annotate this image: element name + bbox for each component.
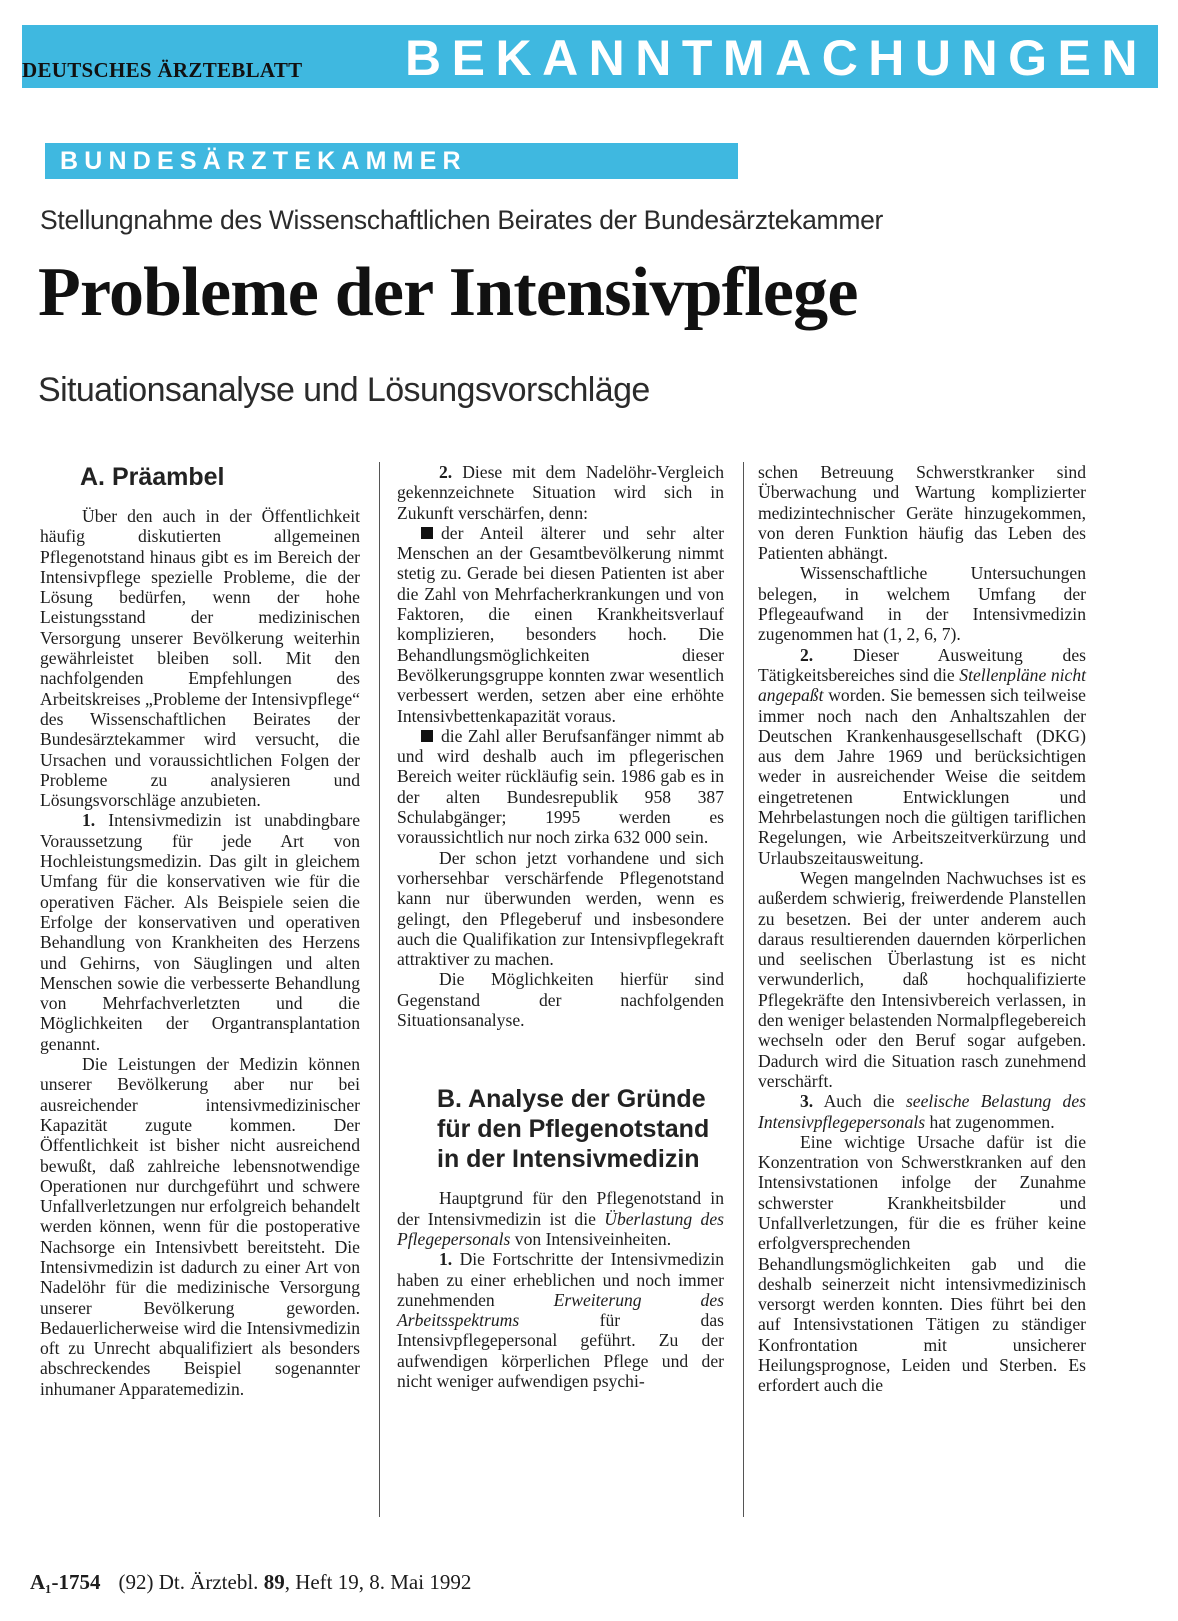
paragraph: Über den auch in der Öffentlichkeit häufig diskutierten allgemeinen Pflegenotstand hinaus gibt es im Bereich der Intensivpflege spezielle Probleme, die der Lösung bedürfen, wenn der hohe Leistungsstand der medizinischen Versorgung unserer Bevölkerung weiterhin gewährleistet bleiben soll. Mit den nachfolgenden Empfehlungen des Arbeitskreises „Probleme der Intensivpflege“ des Wissenschaftlichen Beirates der Bundesärztekammer wird versucht, die Ursachen und voraussichtlichen Folgen der Probleme zu analysieren und Lösungsvorschläge anzubieten. <box>40 506 360 811</box>
bullet-item <box>397 523 724 726</box>
paragraph: schen Betreuung Schwerstkranker sind Überwachung und Wartung komplizierter medizintechnischer Geräte hinzugekommen, von deren Funktion häufig das Leben des Patienten abhängt. <box>758 462 1086 564</box>
paragraph <box>397 1188 724 1249</box>
page-subtitle: Situationsanalyse und Lösungsvorschläge <box>38 371 650 409</box>
bullet-item <box>397 726 724 848</box>
paragraph: Die Möglichkeiten hierfür sind Gegenstand der nachfolgenden Situationsanalyse. <box>397 969 724 1031</box>
citation-issue: , Heft 19, 8. Mai 1992 <box>284 1570 472 1594</box>
bullet-text: der Anteil älterer und sehr alter Menschen an der Gesamtbevölkerung nimmt stetig zu. Gerade bei diesen Patienten ist aber die Zahl von Mehrfacherkrankungen und von Faktoren, die einen Krankheitsverlauf komplizieren, besonders hoch. Die Behandlungsmöglichkeiten dieser Bevölkerungsgruppe konnten zwar wesentlich verbessert werden, setzen aber eine erhöhte Intensivbettenkapazität voraus. <box>397 522 724 726</box>
paragraph-text: Diese mit dem Nadelöhr-Vergleich gekennzeichnete Situation wird sich in Zukunft verschärfen, denn: <box>397 462 724 523</box>
paragraph-text: worden. Sie bemessen sich teilweise immer noch nach den Anhaltszahlen der Deutschen Krankenhausgesellschaft (DKG) aus dem Jahre 1969 und berücksichtigen weder in ausreichender Weise die seitdem eingetretenen Entwicklungen und Mehrbelastungen noch die gültigen tariflichen Regelungen, wie Arbeitszeitverkürzung und Urlaubszeitausweitung. <box>758 685 1086 868</box>
paragraph <box>397 462 724 523</box>
masthead: DEUTSCHES ÄRZTEBLATT <box>22 58 303 82</box>
column-1 <box>40 462 360 1399</box>
section-heading-a: A. Präambel <box>80 463 225 491</box>
column-2 <box>397 462 724 1391</box>
emphasis: seelische Belastung des Intensivpflegepersonals <box>758 1091 1086 1132</box>
page-footer <box>30 1570 471 1595</box>
column-3 <box>758 462 1086 1396</box>
paragraph: Die Leistungen der Medizin können unserer Bevölkerung aber nur bei ausreichender intensivmedizinischer Kapazität zugute kommen. Der Öffentlichkeit ist bisher nicht ausreichend bewußt, daß zahlreiche lebensnotwendige Operationen nur durchgeführt und schwere Unfallverletzungen nur erfolgreich behandelt werden können, wenn für die postoperative Nachsorge ein Intensivbett bereitsteht. Die Intensivmedizin ist dadurch zu einer Art von Nadelöhr für die medizinische Versorgung unserer Bevölkerung geworden. Bedauerlicherweise wird die Intensivmedizin oft zu Unrecht abqualifiziert als besonders abschreckendes Beispiel sogenannter inhumaner Apparatemedizin. <box>40 1054 360 1399</box>
paragraph-text: Auch die <box>823 1091 895 1112</box>
paragraph: Wissenschaftliche Untersuchungen belegen, in welchem Umfang der Pflegeaufwand in der Intensivmedizin zugenommen hat (1, 2, 6, 7). <box>758 563 1086 645</box>
column-divider <box>743 462 744 1517</box>
citation: (92) Dt. Ärztebl. <box>118 1570 259 1594</box>
section-heading-b: B. Analyse der Gründe für den Pflegenotstand in der Intensivmedizin <box>437 1085 710 1174</box>
paragraph-text: Dieser Ausweitung des Tätigkeitsbereiches sind die <box>758 644 1086 685</box>
paragraph: Wegen mangelnden Nachwuchses ist es außerdem schwierig, freiwerdende Planstellen zu besetzen. Bei der unter anderem auch daraus resultierenden dauernden körperlichen und seelischen Überlastung ist es nicht verwunderlich, daß hochqualifizierte Pflegekräfte den Intensivbereich verlassen, in den weniger belastenden Normalpflegebereich wechseln oder den Beruf sogar aufgeben. Dadurch wird die Situation rasch zunehmend verschärft. <box>758 867 1086 1091</box>
volume-number: 89 <box>263 1570 285 1594</box>
paragraph-text: Die Fortschritte der Intensivmedizin haben zu einer erheblichen und noch immer zunehmenden <box>397 1249 725 1310</box>
paragraph <box>758 1091 1086 1132</box>
page-number: A₁-1754 <box>30 1570 101 1594</box>
paragraph <box>758 645 1086 868</box>
bullet-text: die Zahl aller Berufsanfänger nimmt ab und wird deshalb auch im pflegerischen Bereich weiter rückläufig sein. 1986 gab es in der alten Bundesrepublik 958 387 Schulabgänger; 1995 werden es voraussichtlich nur noch zirka 632 000 sein. <box>397 725 724 848</box>
paragraph: Der schon jetzt vorhandene und sich vorhersehbar verschärfende Pflegenotstand kann nur überwunden werden, wenn es gelingt, den Pflegeberuf und insbesondere auch die Qualifikation zur Intensivpflegekraft attraktiver zu machen. <box>397 847 724 970</box>
paragraph-text: Intensivmedizin ist unabdingbare Voraussetzung für jede Art von Hochleistungsmedizin. Das gilt in gleichem Umfang für die konservativen wie für die operativen Fächer. Als Beispiele seien die Erfolge der konservativen und operativen Behandlung von Krankheiten des Herzens und Gehirns, von Säuglingen und alten Menschen sowie die verbesserte Behandlung von Mehrfachverletzten und die Möglichkeiten der Organtransplantation genannt. <box>40 810 361 1054</box>
emphasis: Stellenpläne nicht angepaßt <box>758 664 1086 706</box>
item-number: 2. <box>800 644 814 665</box>
paragraph-text: Hauptgrund für den Pflegenotstand in der Intensivmedizin ist die <box>397 1188 724 1229</box>
paragraph <box>397 1249 724 1391</box>
item-number: 2. <box>439 462 453 482</box>
section-title: BEKANNTMACHUNGEN <box>405 30 1148 86</box>
item-number: 1. <box>439 1249 453 1270</box>
paragraph-text: hat zugenommen. <box>929 1111 1055 1132</box>
kicker: Stellungnahme des Wissenschaftlichen Beirates der Bundesärztekammer <box>40 205 884 235</box>
paragraph-text: von Intensiveinheiten. <box>514 1228 672 1249</box>
rubric-title: BUNDESÄRZTEKAMMER <box>60 147 467 175</box>
item-number: 3. <box>800 1091 814 1112</box>
paragraph <box>40 810 360 1054</box>
page-title: Probleme der Intensivpflege <box>38 254 858 331</box>
column-divider <box>379 462 380 1517</box>
paragraph: Eine wichtige Ursache dafür ist die Konzentration von Schwerstkranken auf den Intensivstationen infolge der Zunahme schwerster Krankheitsbilder und Unfallverletzungen, für die es früher keine erfolgversprechenden Behandlungsmöglichkeiten gab und die deshalb seinerzeit nicht intensivmedizinisch versorgt werden konnten. Dies führt bei den auf Intensivstationen Tätigen zu ständiger Konfrontation mit unsicherer Heilungsprognose, Leiden und Sterben. Es erfordert auch die <box>758 1131 1086 1396</box>
square-bullet-icon <box>421 527 433 539</box>
item-number: 1. <box>82 810 96 831</box>
square-bullet-icon <box>421 730 433 742</box>
emphasis: Überlastung des Pflegepersonals <box>397 1208 724 1249</box>
emphasis: Erweiterung des Arbeitsspektrums <box>397 1289 724 1331</box>
paragraph-text: für das Intensivpflegepersonal geführt. Zu der aufwendigen körperlichen Pflege und der nicht weniger aufwendigen psychi- <box>397 1310 724 1391</box>
